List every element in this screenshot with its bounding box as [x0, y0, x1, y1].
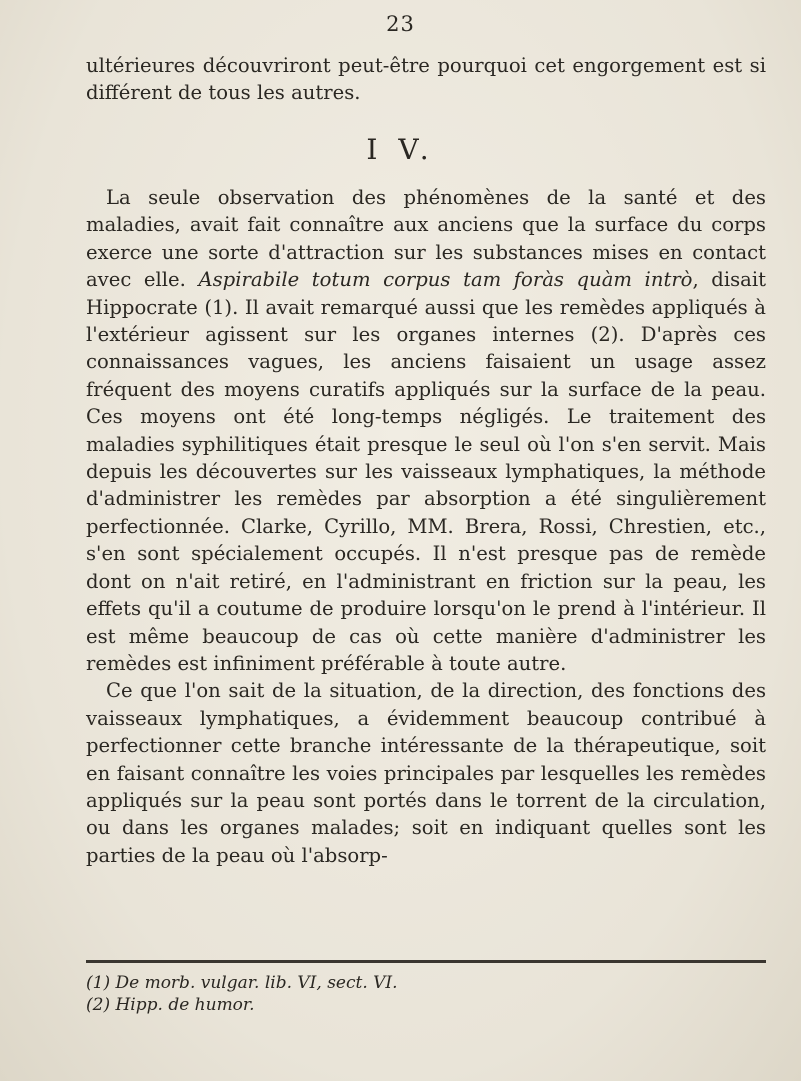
continuation-paragraph: ultérieures découvriront peut-être pourquoi cet engorgement est si différent de tous les autres.	[86, 54, 766, 105]
section-body	[86, 184, 766, 869]
body-paragraph: Ce que l'on sait de la situation, de la direction, des fonctions des vaisseaux lymphatiques, a évidemment beaucoup contribué à perfectionner cette branche intéressante de la thérapeutique, soit en faisant connaître les voies principales par lesquelles les remèdes appliqués sur la peau sont portés dans le torrent de la circulation, ou dans les organes malades; soit en indiquant quelles sont les parties de la peau où l'absorp-	[86, 679, 766, 867]
footnote-rule	[86, 960, 766, 963]
paragraph-text: La seule observation des phénomènes de la santé et des maladies, avait fait connaître aux anciens que la surface du corps exerce une sorte d'attraction sur les substances mises en contact avec elle.	[86, 186, 766, 292]
paragraph-text: , disait Hippocrate (1). Il avait remarqué aussi que les remèdes appliqués à l'extérieur agissent sur les organes internes (2). D'après ces connaissances vagues, les anciens faisaient un usage assez fréquent des moyens curatifs appliqués sur la surface de la peau. Ces moyens ont été long-temps négligés. Le traitement des maladies syphilitiques était presque le seul où l'on s'en servit. Mais depuis les découvertes sur les vaisseaux lymphatiques, la méthode d'administrer les remèdes par absorption a été singulièrement perfectionnée. Clarke, Cyrillo, MM. Brera, Rossi, Chrestien, etc., s'en sont spécialement occupés. Il n'est presque pas de remède dont on n'ait retiré, en l'administrant en friction sur la peau, les effets qu'il a coutume de produire lorsqu'on le prend à l'intérieur. Il est même beaucoup de cas où cette manière d'administrer les remèdes est infiniment préférable à toute autre.	[86, 268, 766, 675]
footnote: (1) De morb. vulgar. lib. VI, sect. VI.	[86, 973, 398, 993]
page-number: 23	[386, 12, 415, 36]
latin-quotation: Aspirabile totum corpus tam foràs quàm intrò	[198, 268, 693, 292]
section-heading: I V.	[366, 133, 435, 166]
footnote: (2) Hipp. de humor.	[86, 995, 255, 1015]
continuation-text-block	[86, 52, 766, 107]
footnotes	[86, 972, 766, 1016]
body-paragraph	[86, 184, 766, 677]
